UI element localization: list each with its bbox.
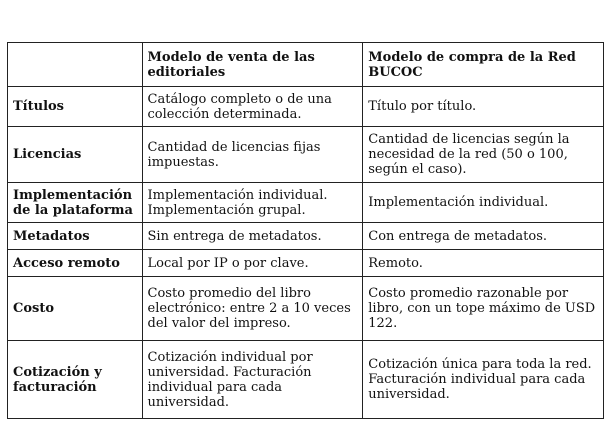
cell-compra: Cantidad de licencias según la necesidad de la red (50 o 100, según el caso).: [363, 127, 604, 183]
table-row: [8, 250, 604, 277]
header-corner-cell: [8, 43, 143, 87]
row-label-licencias: Licencias: [8, 127, 143, 183]
cell-compra: Título por título.: [363, 87, 604, 127]
row-label-costo: Costo: [8, 277, 143, 341]
cell-venta: Cotización individual por universidad. Facturación individual para cada universidad.: [142, 341, 363, 419]
header-row: [8, 43, 604, 87]
cell-compra: Cotización única para toda la red. Facturación individual para cada universidad.: [363, 341, 604, 419]
cell-venta: Cantidad de licencias fijas impuestas.: [142, 127, 363, 183]
header-venta-cell: Modelo de venta de las editoriales: [142, 43, 363, 87]
row-label-cotizacion: Cotización y facturación: [8, 341, 143, 419]
row-label-metadatos: Metadatos: [8, 223, 143, 250]
row-label-implementacion: Implementación de la plataforma: [8, 183, 143, 223]
comparison-table: [7, 42, 604, 419]
table-row: [8, 223, 604, 250]
cell-compra: Remoto.: [363, 250, 604, 277]
table-row: [8, 341, 604, 419]
cell-compra: Con entrega de metadatos.: [363, 223, 604, 250]
cell-venta: Implementación individual. Implementación grupal.: [142, 183, 363, 223]
cell-venta: Costo promedio del libro electrónico: entre 2 a 10 veces del valor del impreso.: [142, 277, 363, 341]
cell-venta: Catálogo completo o de una colección determinada.: [142, 87, 363, 127]
table-row: [8, 127, 604, 183]
row-label-acceso-remoto: Acceso remoto: [8, 250, 143, 277]
table-row: [8, 183, 604, 223]
cell-venta: Local por IP o por clave.: [142, 250, 363, 277]
table-row: [8, 277, 604, 341]
row-label-titulos: Títulos: [8, 87, 143, 127]
cell-venta: Sin entrega de metadatos.: [142, 223, 363, 250]
table-row: [8, 87, 604, 127]
cell-compra: Implementación individual.: [363, 183, 604, 223]
header-compra-cell: Modelo de compra de la Red BUCOC: [363, 43, 604, 87]
cell-compra: Costo promedio razonable por libro, con un tope máximo de USD 122.: [363, 277, 604, 341]
